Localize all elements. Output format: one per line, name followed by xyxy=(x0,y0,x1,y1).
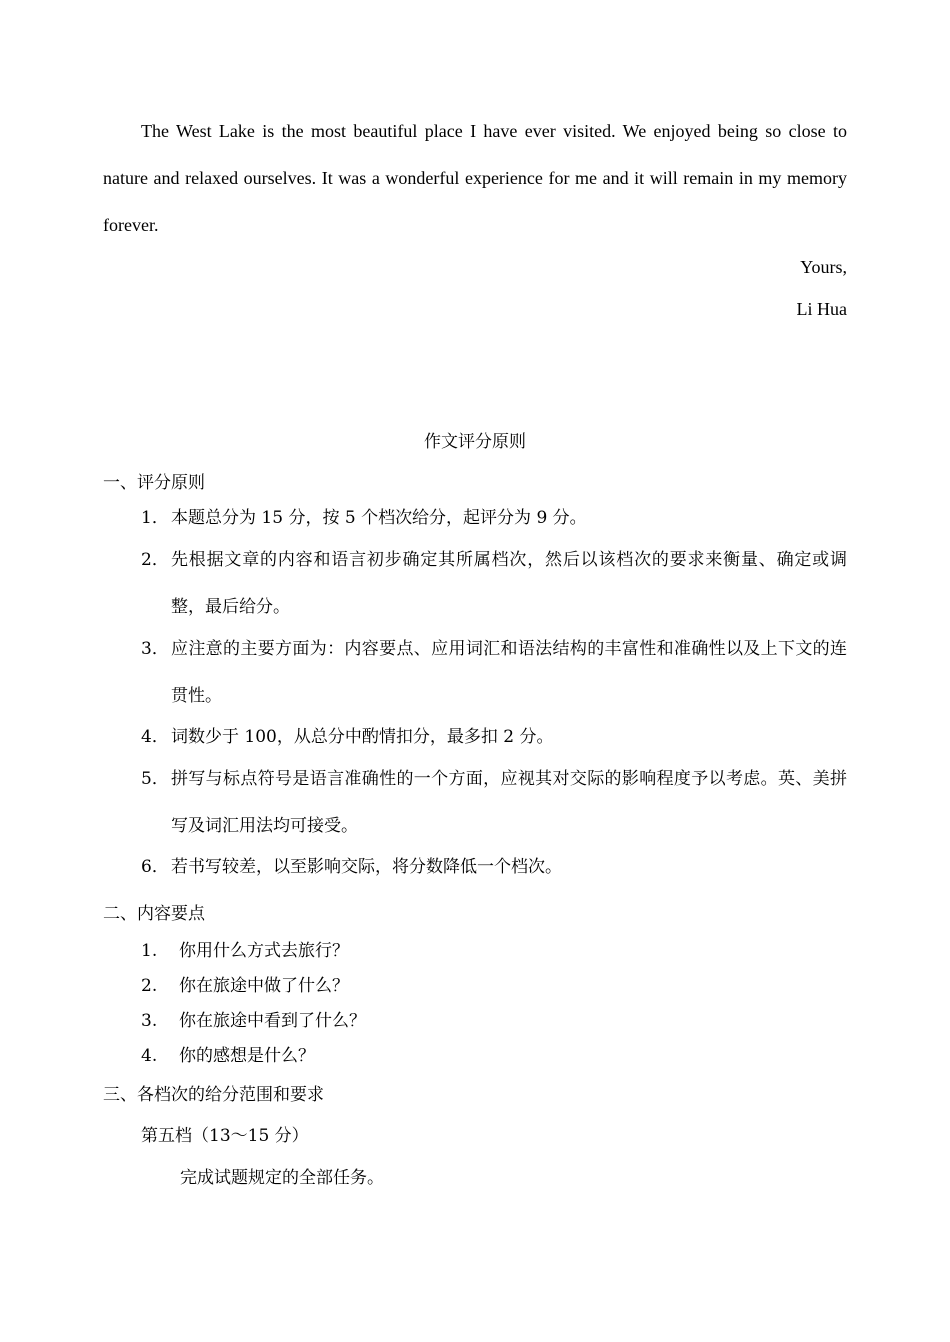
rule-item xyxy=(141,626,847,720)
rule-text: 本题总分为 15 分，按 5 个档次给分，起评分为 9 分。 xyxy=(171,508,587,528)
letter-closing: Yours, xyxy=(800,257,847,277)
point-number: 1. xyxy=(141,941,158,961)
rule-item xyxy=(141,714,847,761)
rubric-title: 作文评分原则 xyxy=(424,432,526,452)
content-point xyxy=(141,971,349,996)
point-number: 2. xyxy=(141,976,158,996)
rule-text: 若书写较差，以至影响交际，将分数降低一个档次。 xyxy=(171,857,562,877)
rule-number: 1． xyxy=(141,508,169,528)
rule-text: 词数少于 100，从总分中酌情扣分，最多扣 2 分。 xyxy=(171,727,554,747)
point-text: 你在旅途中看到了什么？ xyxy=(179,1011,366,1031)
content-point xyxy=(141,1006,366,1031)
rule-text: 拼写与标点符号是语言准确性的一个方面，应视其对交际的影响程度予以考虑。英、美拼写及词汇用法均可接受。 xyxy=(171,769,847,836)
rule-item xyxy=(141,537,847,631)
rule-item xyxy=(141,844,847,891)
rule-item xyxy=(141,495,847,542)
rule-number: 5． xyxy=(141,769,169,789)
point-number: 3. xyxy=(141,1011,158,1031)
section2-heading: 二、内容要点 xyxy=(103,904,205,924)
point-text: 你用什么方式去旅行？ xyxy=(179,941,349,961)
point-text: 你在旅途中做了什么？ xyxy=(179,976,349,996)
rule-number: 6． xyxy=(141,857,169,877)
point-text: 你的感想是什么？ xyxy=(179,1046,315,1066)
rule-text: 应注意的主要方面为：内容要点、应用词汇和语法结构的丰富性和准确性以及上下文的连贯性。 xyxy=(171,639,847,706)
rule-text: 先根据文章的内容和语言初步确定其所属档次，然后以该档次的要求来衡量、确定或调整，最后给分。 xyxy=(171,550,847,617)
section3-heading: 三、各档次的给分范围和要求 xyxy=(103,1085,324,1105)
rule-item xyxy=(141,756,847,850)
letter-signature: Li Hua xyxy=(796,299,847,319)
band-label: 第五档（13～15 分） xyxy=(141,1126,309,1146)
content-point xyxy=(141,1041,315,1066)
rule-number: 3． xyxy=(141,639,169,659)
letter-paragraph: The West Lake is the most beautiful place I have ever visited. We enjoyed being so close to nature and relaxed ourselves. It was a wonderful experience for me and it will remain in my memory forever. xyxy=(103,121,847,235)
band-description: 完成试题规定的全部任务。 xyxy=(180,1168,384,1188)
section1-heading: 一、评分原则 xyxy=(103,473,205,493)
content-point xyxy=(141,936,349,961)
point-number: 4. xyxy=(141,1046,158,1066)
rule-number: 2． xyxy=(141,550,169,570)
rule-number: 4． xyxy=(141,727,169,747)
